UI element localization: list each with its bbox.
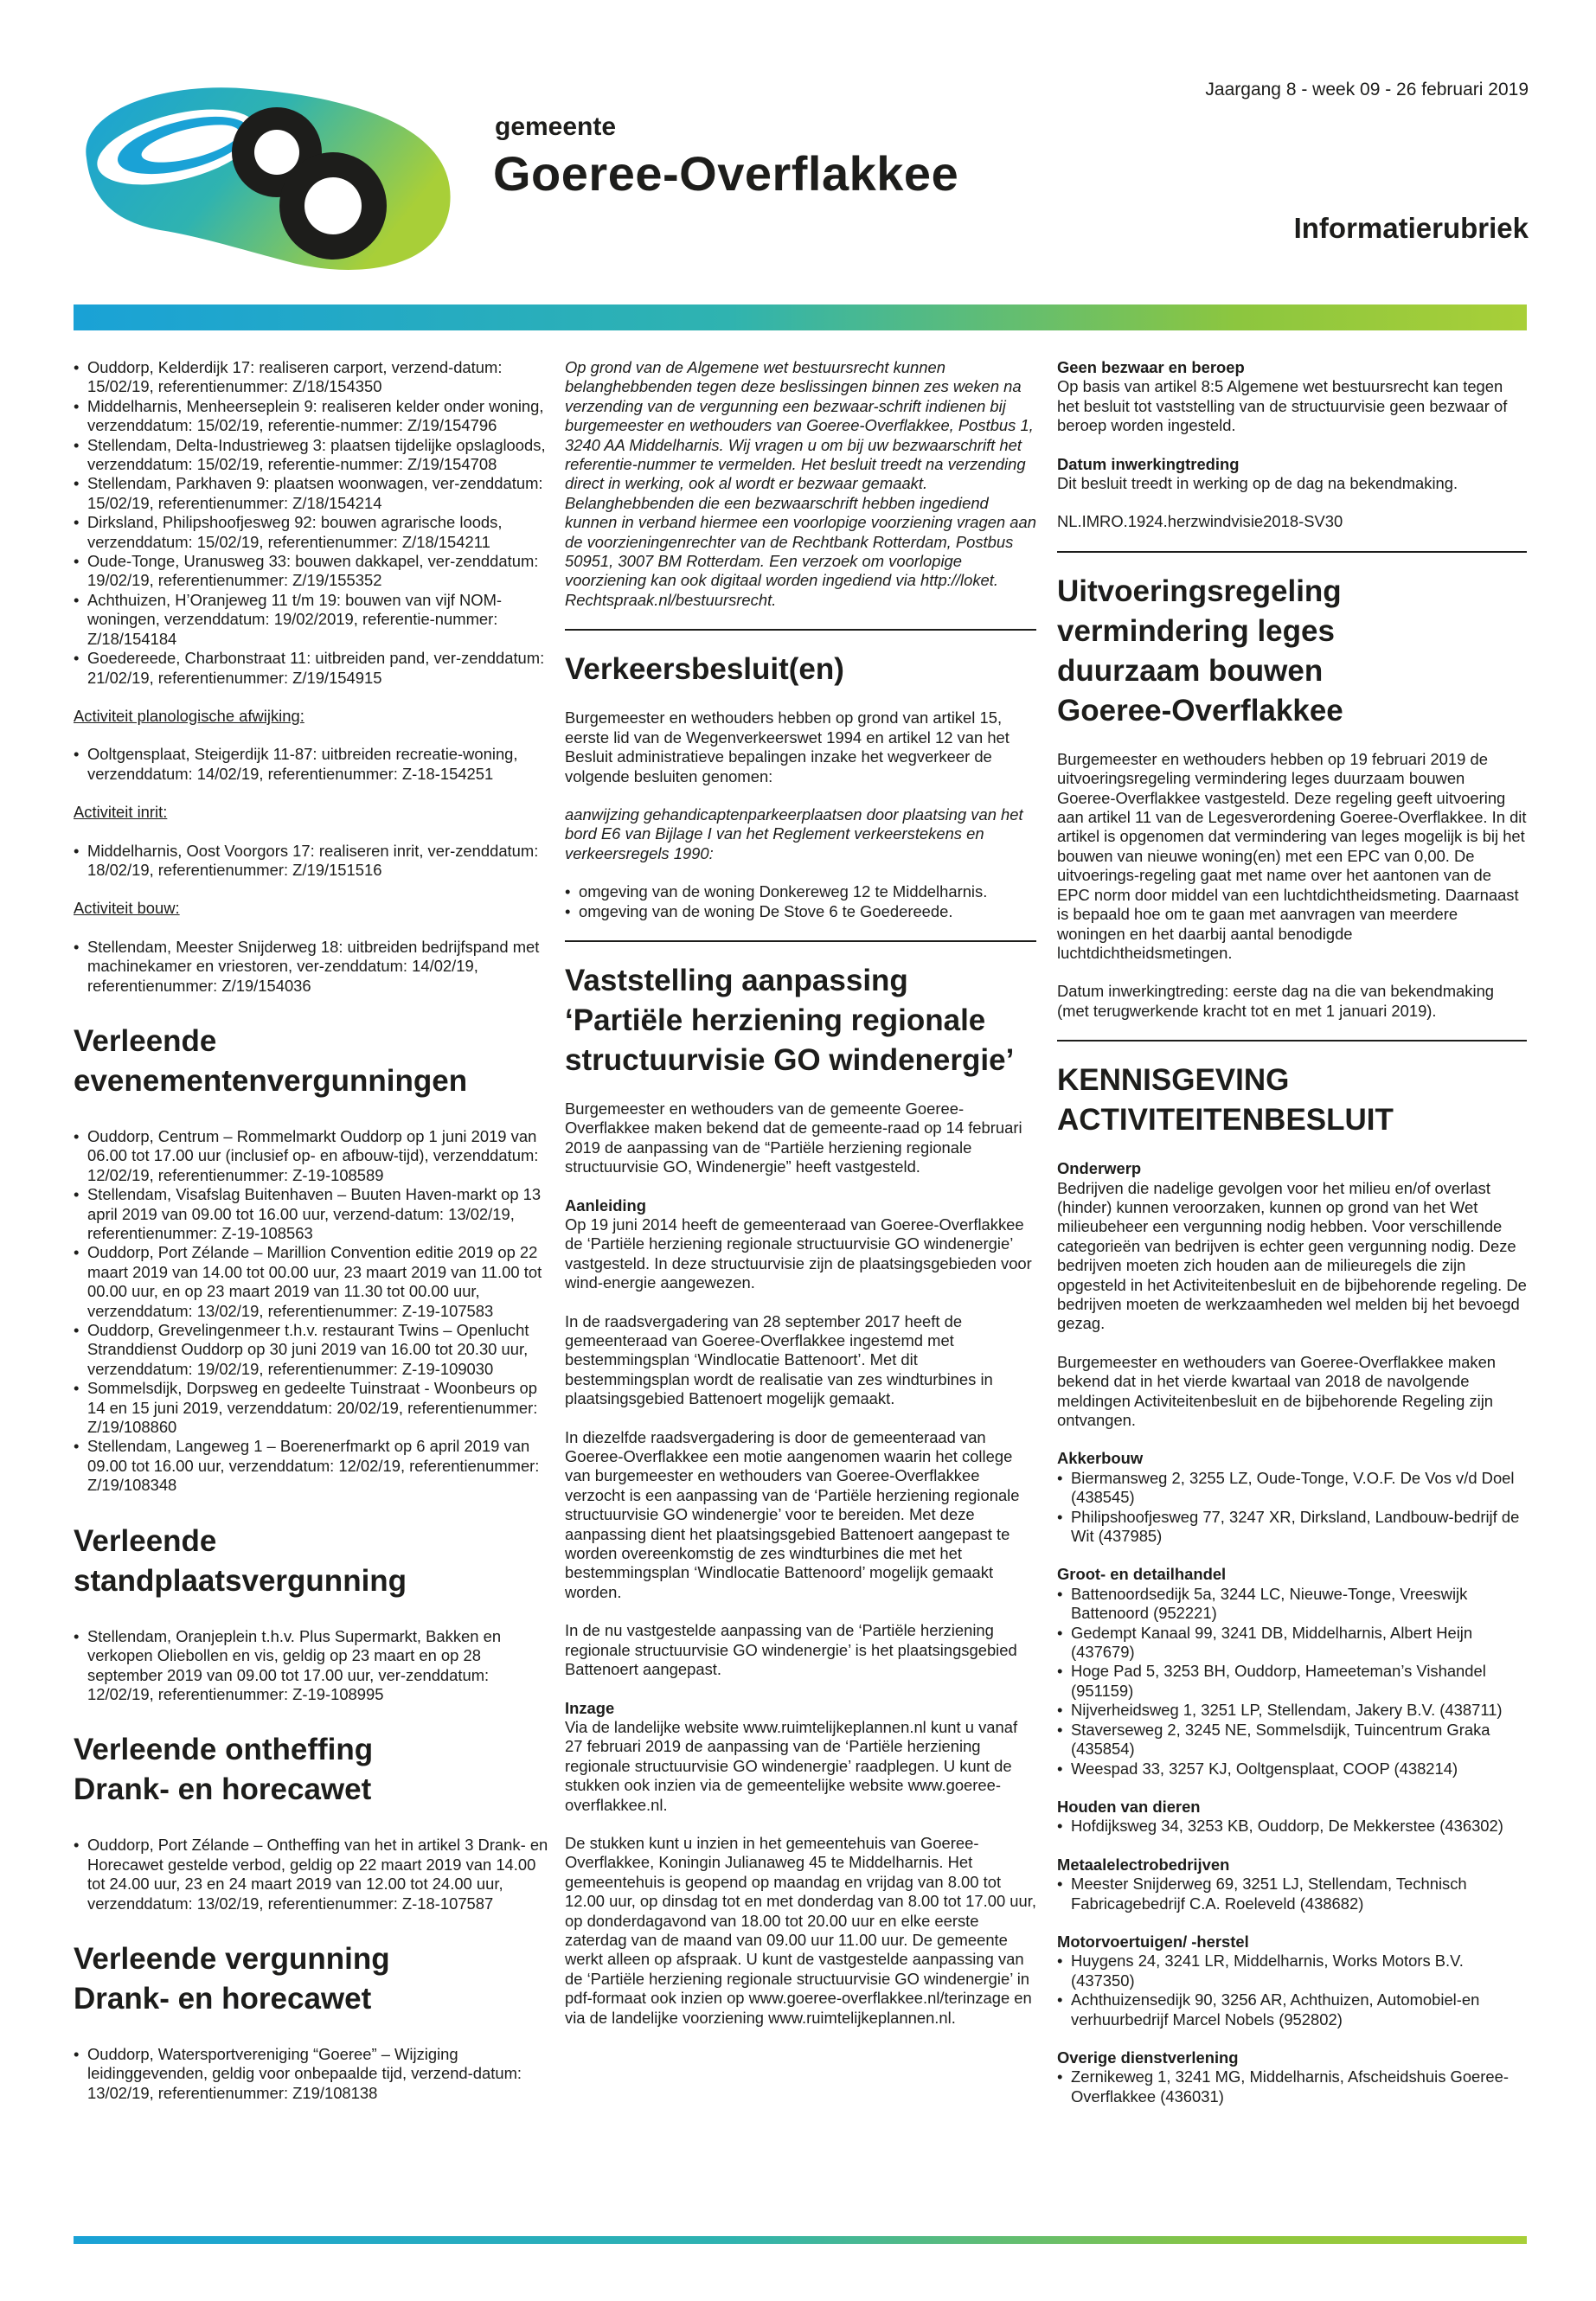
paragraph: Datum inwerkingtreding: eerste dag na die van bekendmaking (met terugwerkende kracht tot en met 1 januari 2019). (1057, 982, 1495, 1020)
metaal-list (1057, 1875, 1527, 1913)
list-item: • Oude-Tonge, Uranusweg 33: bouwen dakkapel, ver-zenddatum: 19/02/19, referentienummer: Z/19/155352 (74, 552, 549, 591)
list-item: • Huygens 24, 3241 LR, Middelharnis, Works Motors B.V. (437350) (1057, 1952, 1527, 1990)
dieren-list (1057, 1817, 1527, 1836)
list-item: • Hofdijksweg 34, 3253 KB, Ouddorp, De Mekkerstee (436302) (1057, 1817, 1527, 1836)
section-label: Activiteit bouw: (74, 899, 180, 918)
section-label: Activiteit planologische afwijking: (74, 706, 304, 725)
inrit-list (74, 842, 549, 881)
list-item: • Dirksland, Philipshoofjesweg 92: bouwen agrarische loods, verzenddatum: 15/02/19, referentienummer: Z/18/154211 (74, 513, 549, 552)
list-item: • omgeving van de woning Donkereweg 12 te Middelharnis. (565, 882, 1036, 901)
list-item: • Weespad 33, 3257 KJ, Ooltgensplaat, COOP (438214) (1057, 1759, 1527, 1779)
overig-list (1057, 2067, 1527, 2106)
list-item: • Ouddorp, Kelderdijk 17: realiseren carport, verzend-datum: 15/02/19, referentienummer: Z/18/154350 (74, 358, 549, 397)
section-heading: Uitvoeringsregeling vermindering leges duurzaam bouwen Goeree-Overflakkee (1057, 574, 1343, 727)
subheading: Motorvoertuigen/ -herstel (1057, 1932, 1249, 1951)
subheading: Geen bezwaar en beroep (1057, 358, 1245, 376)
paragraph: De stukken kunt u inzien in het gemeentehuis van Goeree-Overflakkee, Koningin Julianaweg 45 te Middelharnis. Het gemeentehuis is geopend op maandag en vrijdag van 8.00 tot 12.00 uur, op dinsdag tot en met donderdag van 8.00 tot 17.00 uur, op donderdagavond van 18.00 tot 20.00 uur en elke eerste zaterdag van de maand van 09.00 uur 11.00 uur. De gemeente werkt alleen op afspraak. U kunt de vastgestelde aanpassing van de ‘Partiële herziening regionale structuurvisie GO windenergie’ in pdf-formaat ook inzien op www.goeree-overflakkee.nl/terinzage en via de landelijke voorziening www.ruimtelijkeplannen.nl. (565, 1833, 1036, 2027)
paragraph: aanwijzing gehandicaptenparkeerplaatsen door plaatsing van het bord E6 van Bijlage I van het Reglement verkeerstekens en verkeersregels 1990: (565, 804, 1023, 862)
issue-info: Jaargang 8 - week 09 - 26 februari 2019 (1205, 80, 1529, 99)
list-item: • Zernikeweg 1, 3241 MG, Middelharnis, Afscheidshuis Goeree-Overflakkee (436031) (1057, 2067, 1527, 2106)
brand-prefix: gemeente (495, 112, 617, 141)
section-heading: Verleende standplaatsvergunning (74, 1523, 407, 1598)
subheading: Akkerbouw (1057, 1449, 1144, 1468)
list-item: • Staverseweg 2, 3245 NE, Sommelsdijk, Tuincentrum Graka (435854) (1057, 1721, 1527, 1759)
list-item: • Hoge Pad 5, 3253 BH, Ouddorp, Hameeteman’s Vishandel (951159) (1057, 1662, 1527, 1701)
paragraph: Dit besluit treedt in werking op de dag na bekendmaking. (1057, 474, 1458, 493)
column-1 (74, 358, 549, 2103)
paragraph: In diezelfde raadsvergadering is door de gemeenteraad van Goeree-Overflakkee een motie aangenomen waarin het college van burgemeester en wethouders van Goeree-Overflakkee verzocht is een aanpassing van de ‘Partiële herziening regionale structuurvisie GO windenergie’ voor te bereiden. Met deze aanpassing dient het plaatsingsgebied Battenoert aangepast te worden overeenkomstig de zes windturbines die met het bestemmingsplan ‘Windlocatie Battenoord’ mogelijk gemaakt worden. (565, 1427, 1020, 1601)
planologisch-list (74, 745, 549, 784)
brand-name: Goeree-Overflakkee (493, 146, 959, 201)
list-item: • Stellendam, Meester Snijderweg 18: uitbreiden bedrijfspand met machinekamer en vriestoren, ver-zenddatum: 14/02/19, referentienummer: Z/19/154036 (74, 938, 549, 996)
rubric-title: Informatierubriek (1293, 212, 1529, 244)
paragraph: Op 19 juni 2014 heeft de gemeenteraad van Goeree-Overflakkee de ‘Partiële herziening regionale structuurvisie GO windenergie’ vastgesteld. In deze structuurvisie zijn de plaatsingsgebieden voor wind-energie aangewezen. (565, 1215, 1032, 1292)
column-2 (565, 358, 1036, 2028)
paragraph: In de nu vastgestelde aanpassing van de ‘Partiële herziening regionale structuurvisie GO windenergie’ is het plaatsingsgebied Battenoert aangepast. (565, 1621, 1017, 1679)
paragraph: Burgemeester en wethouders hebben op grond van artikel 15, eerste lid van de Wegenverkeerswet 1994 en artikel 12 van het Besluit administratieve bepalingen inzake het wegverkeer de volgende besluiten genomen: (565, 708, 1010, 785)
list-item: • Ouddorp, Grevelingenmeer t.h.v. restaurant Twins – Openlucht Stranddienst Ouddorp op 30 juni 2019 van 16.00 tot 20.30 uur, verzenddatum: 19/02/19, referentienummer: Z-19-109030 (74, 1321, 549, 1379)
list-item: • Ouddorp, Port Zélande – Marillion Convention editie 2019 op 22 maart 2019 van 14.00 tot 00.00 uur, 23 maart 2019 van 11.00 tot 00.00 uur, en op 23 maart 2019 van 11.30 tot 00.00 uur, verzenddatum: 13/02/19, referentienummer: Z-19-107583 (74, 1243, 549, 1321)
section-heading: Verleende ontheffing Drank- en horecawet (74, 1733, 374, 1807)
list-item: • Stellendam, Oranjeplein t.h.v. Plus Supermarkt, Bakken en verkopen Oliebollen en vis, geldig op 23 maart en op 28 september 2019 van 09.00 tot 17.00 uur, ver-zenddatum: 12/02/19, referentienummer: Z-19-108995 (74, 1627, 549, 1705)
list-item: • Ooltgensplaat, Steigerdijk 11-87: uitbreiden recreatie-woning, verzenddatum: 14/02/19, referentienummer: Z-18-154251 (74, 745, 549, 784)
subheading: Onderwerp (1057, 1159, 1142, 1178)
verkeer-list (565, 882, 1036, 921)
paragraph: Op basis van artikel 8:5 Algemene wet bestuursrecht kan tegen het besluit tot vaststelling van de structuurvisie geen bezwaar of beroep worden ingesteld. (1057, 377, 1508, 435)
subheading: Overige dienstverlening (1057, 2048, 1239, 2067)
section-label: Activiteit inrit: (74, 803, 168, 822)
groot-list (1057, 1585, 1527, 1779)
paragraph: Burgemeester en wethouders van de gemeente Goeree-Overflakkee maken bekend dat de gemeente-raad op 14 februari 2019 de aanpassing van de “Partiële herziening regionale structuurvisie GO, Windenergie” heeft vastgesteld. (565, 1099, 1022, 1176)
section-heading: Verleende evenementenvergunningen (74, 1023, 468, 1098)
section-heading: KENNISGEVING ACTIVITEITENBESLUIT (1057, 1063, 1394, 1138)
standplaats-list (74, 1627, 549, 1705)
list-item: • Ouddorp, Port Zélande – Ontheffing van het in artikel 3 Drank- en Horecawet gestelde verbod, geldig op 22 maart 2019 van 14.00 tot 24.00 uur, 23 en 24 maart 2019 van 12.00 tot 24.00 uur, verzenddatum: 13/02/19, referentienummer: Z-18-107587 (74, 1836, 549, 1913)
subheading: Datum inwerkingtreding (1057, 454, 1240, 473)
section-heading: Verkeersbesluit(en) (565, 652, 844, 687)
list-item: • Achthuizensedijk 90, 3256 AR, Achthuizen, Automobiel-en verhuurbedrijf Marcel Nobels (952802) (1057, 1990, 1527, 2029)
footer-gradient-bar (74, 2236, 1527, 2244)
section-heading: Verleende vergunning Drank- en horecawet (74, 1941, 390, 2016)
list-item: • Stellendam, Parkhaven 9: plaatsen woonwagen, ver-zenddatum: 15/02/19, referentienummer: Z/18/154214 (74, 474, 549, 513)
paragraph: In de raadsvergadering van 28 september 2017 heeft de gemeenteraad van Goeree-Overflakkee ingestemd met bestemmingsplan ‘Windlocatie Battenoort’. Met dit bestemmingsplan wordt de realisatie van zes windturbines in plaatsingsgebied Battenoert mogelijk gemaakt. (565, 1311, 993, 1408)
municipality-logo (69, 76, 484, 284)
list-item: • Gedempt Kanaal 99, 3241 DB, Middelharnis, Albert Heijn (437679) (1057, 1624, 1527, 1663)
list-item: • omgeving van de woning De Stove 6 te Goedereede. (565, 902, 1036, 921)
list-item: • Stellendam, Visafslag Buitenhaven – Buuten Haven-markt op 13 april 2019 van 09.00 tot 16.00 uur, verzend-datum: 13/02/19, referentienummer: Z-19-108563 (74, 1185, 549, 1243)
imro-code: NL.IMRO.1924.herzwindvisie2018-SV30 (1057, 512, 1343, 531)
list-item: • Middelharnis, Oost Voorgors 17: realiseren inrit, ver-zenddatum: 18/02/19, referentienummer: Z/19/151516 (74, 842, 549, 881)
akkerbouw-list (1057, 1469, 1527, 1547)
list-item: • Achthuizen, H’Oranjeweg 11 t/m 19: bouwen van vijf NOM-woningen, verzenddatum: 19/02/2019, referentie-nummer: Z/18/154184 (74, 591, 549, 649)
paragraph: Burgemeester en wethouders hebben op 19 februari 2019 de uitvoeringsregeling vermindering leges duurzaam bouwen Goeree-Overflakkee vastgesteld. Deze regeling geeft uitvoering aan artikel 11 van de Legesverordening Goeree-Overflakkee. In dit artikel is opgenomen dat vermindering van leges mogelijk is bij het bouwen van nieuwe woning(en) met een EPC van 0,00. De uitvoerings-regeling gaat met name over het aantonen van de EPC norm door middel van een luchtdichtheidsmeting. Daarnaast is bepaald hoe om te gaan met aanvragen van meerdere woningen en het daarbij aantal benodigde luchtdichtheidsmetingen. (1057, 749, 1527, 962)
subheading: Houden van dieren (1057, 1797, 1201, 1816)
list-item: • Middelharnis, Menheerseplein 9: realiseren kelder onder woning, verzenddatum: 15/02/19, referentie-nummer: Z/19/154796 (74, 397, 549, 436)
list-item: • Ouddorp, Centrum – Rommelmarkt Ouddorp op 1 juni 2019 van 06.00 tot 17.00 uur (inclusief op- en afbouw-tijd), verzenddatum: 12/02/19, referentienummer: Z-19-108589 (74, 1127, 549, 1185)
list-item: • Stellendam, Delta-Industrieweg 3: plaatsen tijdelijke opslagloods, verzenddatum: 15/02/19, referentie-nummer: Z/19/154708 (74, 436, 549, 475)
list-item: • Battenoordsedijk 5a, 3244 LC, Nieuwe-Tonge, Vreeswijk Battenoord (952221) (1057, 1585, 1527, 1624)
list-item: • Stellendam, Langeweg 1 – Boerenerfmarkt op 6 april 2019 van 09.00 tot 16.00 uur, verzenddatum: 12/02/19, referentienummer: Z/19/108348 (74, 1437, 549, 1495)
list-item: • Sommelsdijk, Dorpsweg en gedeelte Tuinstraat - Woonbeurs op 14 en 15 juni 2019, verzenddatum: 20/02/19, referentienummer: Z/19/108860 (74, 1379, 549, 1437)
motor-list (1057, 1952, 1527, 2029)
evenementen-list (74, 1127, 549, 1496)
bezwaar-notice: Op grond van de Algemene wet bestuursrecht kunnen belanghebbenden tegen deze beslissingen binnen zes weken na verzending van de vergunning een bezwaar-schrift indienen bij burgemeester en wethouders van Goeree-Overflakkee, Postbus 1, 3240 AA Middelharnis. Wij vragen u om bij uw bezwaarschrift het referentie-nummer te vermelden. Het besluit treedt na verzending direct in werking, ook al wordt er bezwaar gemaakt. Belanghebbenden die een bezwaarschrift hebben ingediend kunnen in verband hiermee een voorlopige voorziening vragen aan de voorzieningenrechter van de Rechtbank Rotterdam, Postbus 50951, 3007 BM Rotterdam. Een verzoek om voorlopige voorziening kan ook digitaal worden ingediend via http://loket. Rechtspraak.nl/bestuursrecht. (565, 358, 1036, 609)
header-gradient-bar (74, 304, 1527, 330)
subheading: Groot- en detailhandel (1057, 1565, 1227, 1584)
list-item: • Philipshoofjesweg 77, 3247 XR, Dirksland, Landbouw-bedrijf de Wit (437985) (1057, 1508, 1527, 1547)
bouw-list (74, 938, 549, 996)
permit-list (74, 358, 549, 688)
column-3 (1057, 358, 1527, 2106)
subheading: Inzage (565, 1698, 615, 1717)
list-item: • Ouddorp, Watersportvereniging “Goeree” – Wijziging leidinggevenden, geldig voor onbepaalde tijd, verzend-datum: 13/02/19, referentienummer: Z19/108138 (74, 2045, 549, 2103)
list-item: • Goedereede, Charbonstraat 11: uitbreiden pand, ver-zenddatum: 21/02/19, referentienummer: Z/19/154915 (74, 649, 549, 688)
list-item: • Meester Snijderweg 69, 3251 LJ, Stellendam, Technisch Fabricagebedrijf C.A. Roeleveld (438682) (1057, 1875, 1527, 1913)
list-item: • Biermansweg 2, 3255 LZ, Oude-Tonge, V.O.F. De Vos v/d Doel (438545) (1057, 1469, 1527, 1508)
paragraph: Via de landelijke website www.ruimtelijkeplannen.nl kunt u vanaf 27 februari 2019 de aanpassing van de ‘Partiële herziening regionale structuurvisie GO windenergie’ raadplegen. U kunt de stukken ook inzien via de gemeentelijke website www.goeree-overflakkee.nl. (565, 1717, 1018, 1814)
list-item: • Nijverheidsweg 1, 3251 LP, Stellendam, Jakery B.V. (438711) (1057, 1701, 1527, 1720)
subheading: Aanleiding (565, 1195, 647, 1215)
section-heading: Vaststelling aanpassing ‘Partiële herziening regionale structuurvisie GO windenergie’ (565, 963, 1015, 1077)
ontheffing-list (74, 1836, 549, 1913)
vergunning-list (74, 2045, 549, 2103)
paragraph: Bedrijven die nadelige gevolgen voor het milieu en/of overlast (hinder) kunnen veroorzaken, kunnen op grond van het Wet milieubeheer een vergunning nodig hebben. Voor verschillende categorieën van bedrijven is echter geen vergunning nodig. Deze bedrijven moeten zich houden aan de milieuregels die zijn opgesteld in het Activiteitenbesluit en de bijbehorende regeling. De bedrijven moeten de werkzaamheden wel melden bij het bevoegd gezag. (1057, 1178, 1527, 1333)
paragraph: Burgemeester en wethouders van Goeree-Overflakkee maken bekend dat in het vierde kwartaal van 2018 de navolgende meldingen Activiteitenbesluit en de bijbehorende Regeling zijn ontvangen. (1057, 1352, 1497, 1429)
subheading: Metaalelectrobedrijven (1057, 1855, 1230, 1874)
